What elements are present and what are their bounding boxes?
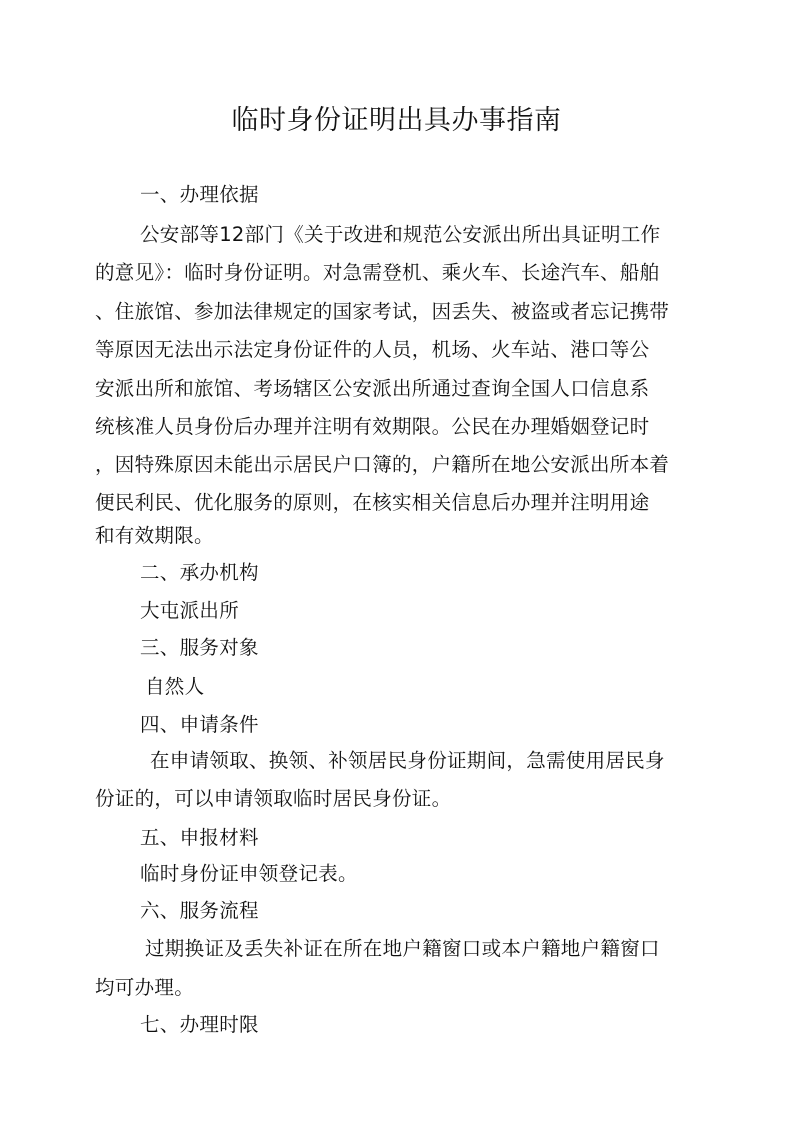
paragraph-line: 统核准人员身份后办理并注明有效期限。公民在办理婚姻登记时 [95,415,650,438]
section-heading-process: 六、服务流程 [140,899,259,922]
paragraph-line: 和有效期限。 [95,524,214,547]
paragraph-line: 份证的，可以申请领取临时居民身份证。 [95,787,452,810]
materials-value: 临时身份证申领登记表。 [140,862,358,885]
paragraph-line: 过期换证及丢失补证在所在地户籍窗口或本户籍地户籍窗口 [145,937,660,960]
section-heading-time-limit: 七、办理时限 [140,1013,259,1036]
section-heading-conditions: 四、申请条件 [140,713,259,736]
document-title: 临时身份证明出具办事指南 [231,105,562,136]
section-heading-agency: 二、承办机构 [140,561,259,584]
paragraph-line: 公安部等12部门《关于改进和规范公安派出所出具证明工作 [140,223,661,246]
paragraph-line: 、住旅馆、参加法律规定的国家考试，因丢失、被盗或者忘记携带 [95,300,670,323]
paragraph-line: 便民利民、优化服务的原则，在核实相关信息后办理并注明用途 [95,491,650,514]
paragraph-line: 等原因无法出示法定身份证件的人员，机场、火车站、港口等公 [95,338,650,361]
agency-name: 大屯派出所 [140,599,240,622]
target-value: 自然人 [145,675,205,698]
section-heading-materials: 五、申报材料 [140,826,259,849]
paragraph-line: 安派出所和旅馆、考场辖区公安派出所通过查询全国人口信息系 [95,377,650,400]
section-heading-basis: 一、办理依据 [140,183,259,206]
paragraph-line: ，因特殊原因未能出示居民户口簿的，户籍所在地公安派出所本着 [95,453,670,476]
paragraph-line: 均可办理。 [95,976,195,999]
paragraph-line: 在申请领取、换领、补领居民身份证期间，急需使用居民身 [150,749,665,772]
section-heading-target: 三、服务对象 [140,636,259,659]
paragraph-line: 的意见》：临时身份证明。对急需登机、乘火车、长途汽车、船舶 [95,261,660,284]
